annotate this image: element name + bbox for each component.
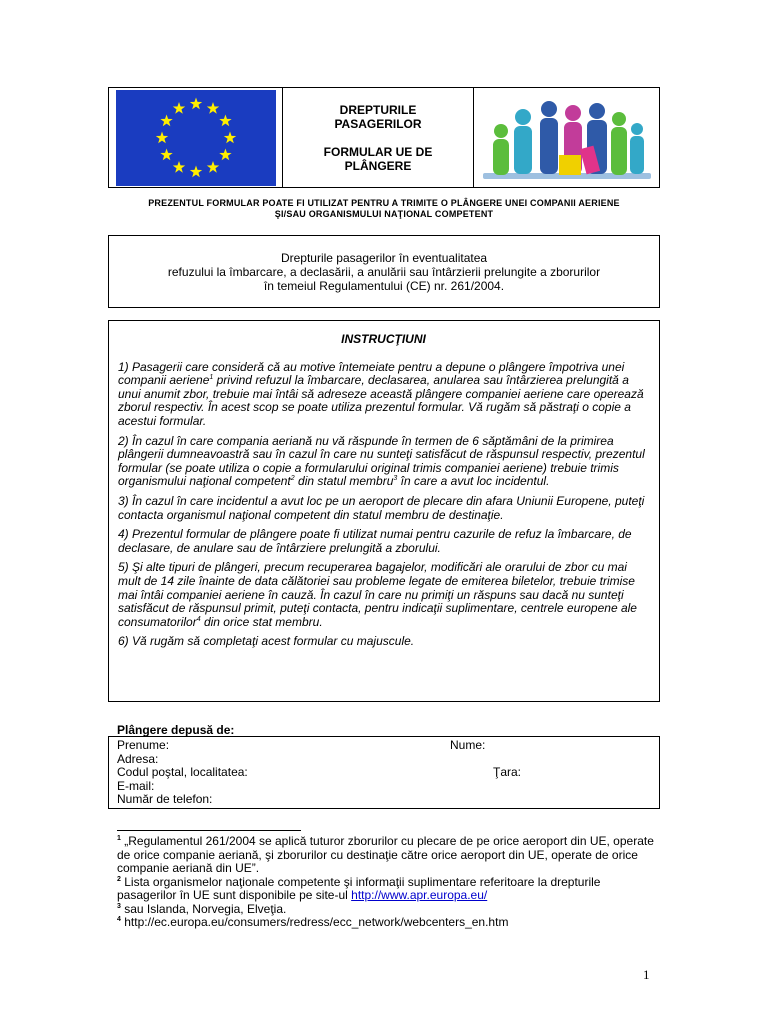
title-line-4: PLÂNGERE bbox=[344, 158, 412, 173]
instruction-1-text-cont: privind refuzul la îmbarcare, declasarea, anularea sau întârzierea prelungită a unui anumit zbor, trebuie mai întâi să adreseze această plângere companiei aeriene care operează zborul respectiv. În acest scop se poate utiliza prezentul formular. Vă rugăm să păstraţi o copie a acestui formular. bbox=[118, 373, 644, 428]
complaint-label: Plângere depusă de: bbox=[117, 723, 235, 737]
header-title bbox=[283, 88, 474, 187]
form-row-postal bbox=[117, 766, 659, 780]
footnote-2-text: Lista organismelor naţionale competente şi informaţii suplimentare referitoare la drepturile pasagerilor în UE sunt disponibile pe site-ul bbox=[117, 874, 601, 902]
instruction-2 bbox=[118, 435, 649, 489]
title-line-1: DREPTURILE bbox=[339, 102, 417, 117]
subtitle-line-1: PREZENTUL FORMULAR POATE FI UTILIZAT PENTRU A TRIMITE O PLÂNGERE UNEI COMPANII AERIENE bbox=[148, 198, 620, 208]
passengers-illustration-icon bbox=[479, 91, 655, 185]
eu-flag-cell bbox=[109, 88, 283, 187]
instruction-6: 6) Vă rugăm să completaţi acest formular cu majuscule. bbox=[118, 634, 415, 649]
instruction-1-text: 1) Pasagerii care consideră că au motive întemeiate pentru a depune o plângere împotriva unei companii aeriene bbox=[118, 359, 625, 388]
footnote-3-text: sau Islanda, Norvegia, Elveţia. bbox=[120, 901, 287, 916]
footnote-ref-3: 3 bbox=[393, 475, 398, 483]
regulation-line-2: refuzului la îmbarcare, a declasării, a anulării sau întârzierii prelungite a zborurilor bbox=[167, 264, 601, 279]
footnote-separator bbox=[117, 830, 301, 831]
instruction-1 bbox=[118, 361, 649, 429]
first-name-field[interactable]: Prenume: bbox=[117, 738, 170, 752]
footnote-1-number: 1 bbox=[117, 835, 121, 842]
instruction-5-text: 5) Şi alte tipuri de plângeri, precum recuperarea bagajelor, modificări ale orarului de zbor cu mai mult de 14 zile înainte de data călătoriei sau probleme legate de emiterea biletelor, trebuie trimise mai întâi companiei aeriene în cauză. În cazul în care nu primiţi un răspuns sau dacă nu sunteţi satisfăcut de răspunsul primit, puteţi contacta, pentru indicaţii suplimentare, centrele europene ale consumatorilor bbox=[118, 560, 637, 629]
instruction-5-text-cont: din orice stat membru. bbox=[200, 614, 323, 629]
complainant-form-box bbox=[108, 736, 660, 809]
header-table bbox=[108, 87, 660, 188]
form-subtitle bbox=[108, 198, 660, 220]
eu-flag-icon bbox=[116, 90, 276, 186]
instruction-5 bbox=[118, 561, 649, 629]
regulation-box bbox=[108, 235, 660, 308]
footnote-2-number: 2 bbox=[117, 875, 121, 883]
form-row-email bbox=[117, 780, 659, 794]
footnote-2 bbox=[117, 876, 657, 903]
title-line-2: PASAGERILOR bbox=[334, 116, 422, 131]
form-row-phone bbox=[117, 793, 659, 807]
phone-field[interactable]: Număr de telefon: bbox=[117, 792, 213, 807]
instruction-3: 3) În cazul în care incidentul a avut loc pe un aeroport de plecare din afara Uniunii Europene, puteţi contacta organismul naţional competent din statul membru de destinaţie. bbox=[118, 493, 645, 522]
footnote-ref-1: 1 bbox=[209, 374, 214, 382]
country-field[interactable]: Ţara: bbox=[493, 765, 522, 780]
instructions-title: INSTRUCŢIUNI bbox=[341, 332, 426, 346]
footnote-4-text: http://ec.europa.eu/consumers/redress/ecc_network/webcenters_en.htm bbox=[120, 915, 509, 929]
footnote-1-text: „Regulamentul 261/2004 se aplică tuturor zborurilor cu plecare de pe orice aeroport din UE, operate de orice companie aeriană, şi zborurilor cu destinaţie către orice aeroport din UE, operate de orice companie aeriană din UE”. bbox=[117, 834, 654, 875]
address-field[interactable]: Adresa: bbox=[117, 751, 159, 766]
instruction-4: 4) Prezentul formular de plângere poate fi utilizat numai pentru cazurile de refuz la îmbarcare, de declasare, de anulare sau de întârziere prelungită a zborului. bbox=[118, 527, 632, 555]
footnote-1 bbox=[117, 835, 657, 876]
footnotes bbox=[117, 835, 657, 930]
apr-europa-link[interactable]: http://www.apr.europa.eu/ bbox=[351, 888, 488, 902]
instruction-2-text: 2) În cazul în care compania aeriană nu vă răspunde în termen de 6 săptămâni de la primirea plângerii dumneavoastră sau în cazul în care nu sunteţi satisfăcut de răspunsul respectiv, prezentul formular (se poate utiliza o copie a formularului original trimis companiei aeriene) trebuie trimis organismului naţional competent bbox=[118, 433, 645, 489]
instructions-box bbox=[108, 320, 660, 702]
title-line-3: FORMULAR UE DE bbox=[323, 144, 433, 159]
form-row-names bbox=[117, 739, 659, 753]
instruction-2-text-cont: din statul membru bbox=[294, 474, 394, 489]
passengers-illustration-cell bbox=[474, 88, 659, 187]
footnote-3 bbox=[117, 903, 657, 917]
regulation-line-3: în temeiul Regulamentului (CE) nr. 261/2004. bbox=[263, 278, 505, 293]
page-number: 1 bbox=[643, 967, 650, 982]
footnote-3-number: 3 bbox=[117, 902, 121, 910]
email-field[interactable]: E-mail: bbox=[117, 778, 155, 793]
footnote-ref-4: 4 bbox=[196, 615, 201, 623]
footnote-ref-2: 2 bbox=[290, 475, 295, 483]
subtitle-line-2: ŞI/SAU ORGANISMULUI NAŢIONAL COMPETENT bbox=[274, 209, 494, 219]
postal-code-field[interactable]: Codul poştal, localitatea: bbox=[117, 765, 248, 780]
form-row-address bbox=[117, 753, 659, 767]
last-name-field[interactable]: Nume: bbox=[450, 738, 486, 752]
footnote-4 bbox=[117, 916, 657, 930]
footnote-4-number: 4 bbox=[117, 916, 121, 923]
regulation-line-1: Drepturile pasagerilor în eventualitatea bbox=[280, 250, 488, 265]
instruction-2-text-end: în care a avut loc incidentul. bbox=[397, 474, 550, 489]
